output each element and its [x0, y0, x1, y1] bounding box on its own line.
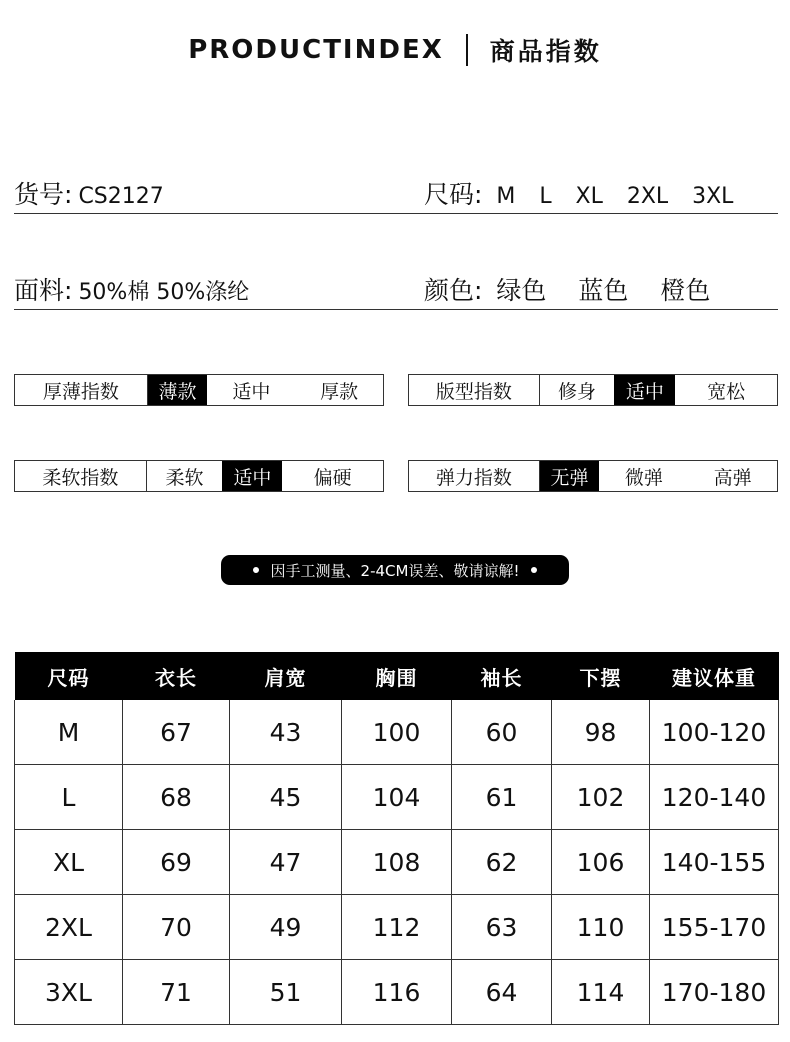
- table-cell: 98: [552, 700, 650, 765]
- size-options: [424, 175, 749, 211]
- table-cell: L: [15, 765, 123, 830]
- elasticity-option-slight: 微弹: [624, 466, 663, 489]
- elasticity-option-none: 无弹: [540, 461, 600, 491]
- notice-text: 因手工测量、2-4CM误差、敬请谅解!: [270, 561, 520, 580]
- table-cell: 3XL: [15, 960, 123, 1025]
- item-no-label: 货号:: [14, 180, 73, 209]
- measurement-notice: [221, 555, 569, 585]
- info-row-item-size: [14, 177, 778, 214]
- fit-index-title: 版型指数: [409, 375, 540, 405]
- table-cell: 62: [452, 830, 552, 895]
- size-table-header: [15, 652, 779, 700]
- header-chest: 胸围: [342, 652, 452, 700]
- color-option-blue: 蓝色: [578, 276, 629, 305]
- header-length: 衣长: [123, 652, 230, 700]
- table-row: [15, 960, 779, 1025]
- table-cell: 2XL: [15, 895, 123, 960]
- header-weight: 建议体重: [650, 652, 779, 700]
- table-cell: 61: [452, 765, 552, 830]
- item-no-value: CS2127: [78, 184, 164, 209]
- table-cell: 110: [552, 895, 650, 960]
- color-label: 颜色:: [424, 276, 483, 305]
- header-title-en: PRODUCTINDEX: [188, 35, 444, 65]
- softness-option-hard: 偏硬: [313, 466, 352, 489]
- table-cell: 155-170: [650, 895, 779, 960]
- table-cell: 106: [552, 830, 650, 895]
- color-option-green: 绿色: [496, 276, 547, 305]
- elasticity-index-title: 弹力指数: [409, 461, 540, 491]
- table-cell: 70: [123, 895, 230, 960]
- table-cell: 60: [452, 700, 552, 765]
- table-cell: 49: [230, 895, 342, 960]
- fit-option-regular: 适中: [614, 375, 675, 405]
- softness-option-medium: 适中: [222, 461, 282, 491]
- bullet-dot-icon: [531, 567, 537, 573]
- table-cell: 51: [230, 960, 342, 1025]
- fit-option-slim: 修身: [558, 380, 597, 403]
- material-value: 50%棉 50%涤纶: [78, 280, 250, 305]
- size-option-3xl: 3XL: [692, 184, 734, 209]
- header-size: 尺码: [15, 652, 123, 700]
- table-cell: 120-140: [650, 765, 779, 830]
- thickness-index: [14, 374, 384, 406]
- table-cell: 43: [230, 700, 342, 765]
- thickness-index-title: 厚薄指数: [15, 375, 148, 405]
- table-cell: 116: [342, 960, 452, 1025]
- size-option-2xl: 2XL: [626, 184, 669, 209]
- fit-index: [408, 374, 778, 406]
- thickness-option-thin: 薄款: [148, 375, 208, 405]
- header-sleeve: 袖长: [452, 652, 552, 700]
- size-table: [14, 652, 779, 1025]
- table-row: [15, 830, 779, 895]
- material-label: 面料:: [14, 276, 73, 305]
- color-option-orange: 橙色: [660, 276, 711, 305]
- color-options: [424, 271, 734, 307]
- table-cell: 114: [552, 960, 650, 1025]
- size-option-l: L: [539, 184, 552, 209]
- softness-index: [14, 460, 384, 492]
- table-row: [15, 765, 779, 830]
- table-cell: 47: [230, 830, 342, 895]
- table-cell: 64: [452, 960, 552, 1025]
- material: [14, 271, 249, 307]
- table-cell: 104: [342, 765, 452, 830]
- table-cell: 100-120: [650, 700, 779, 765]
- header-divider: [466, 34, 468, 66]
- page-header: [0, 30, 790, 70]
- softness-option-soft: 柔软: [165, 466, 204, 489]
- table-cell: M: [15, 700, 123, 765]
- table-cell: 45: [230, 765, 342, 830]
- size-option-xl: XL: [575, 184, 603, 209]
- table-cell: XL: [15, 830, 123, 895]
- size-label: 尺码:: [424, 180, 483, 209]
- bullet-dot-icon: [253, 567, 259, 573]
- table-cell: 112: [342, 895, 452, 960]
- table-cell: 102: [552, 765, 650, 830]
- table-cell: 100: [342, 700, 452, 765]
- table-cell: 69: [123, 830, 230, 895]
- table-cell: 63: [452, 895, 552, 960]
- fit-option-loose: 宽松: [707, 380, 746, 403]
- table-cell: 108: [342, 830, 452, 895]
- table-row: [15, 895, 779, 960]
- thickness-option-medium: 适中: [232, 380, 271, 403]
- header-title-cn: 商品指数: [489, 37, 602, 66]
- softness-index-title: 柔软指数: [15, 461, 147, 491]
- table-cell: 67: [123, 700, 230, 765]
- table-cell: 140-155: [650, 830, 779, 895]
- table-row: [15, 700, 779, 765]
- info-row-material-color: [14, 273, 778, 310]
- size-option-m: M: [496, 184, 516, 209]
- thickness-option-thick: 厚款: [320, 380, 359, 403]
- table-cell: 170-180: [650, 960, 779, 1025]
- elasticity-index: [408, 460, 778, 492]
- item-no: [14, 175, 164, 211]
- table-cell: 71: [123, 960, 230, 1025]
- table-cell: 68: [123, 765, 230, 830]
- header-shoulder: 肩宽: [230, 652, 342, 700]
- header-hem: 下摆: [552, 652, 650, 700]
- elasticity-option-high: 高弹: [713, 466, 752, 489]
